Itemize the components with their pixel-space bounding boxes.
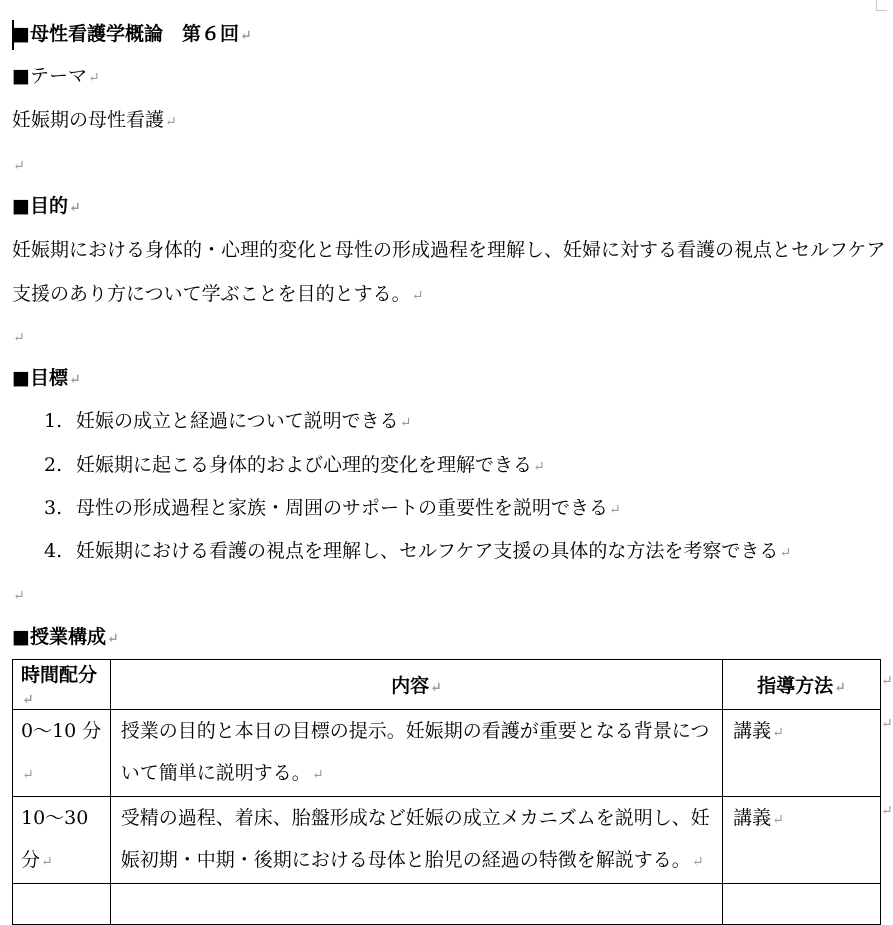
row-end-mark: ↵: [881, 673, 893, 689]
cell-method[interactable]: [723, 884, 881, 925]
paragraph-mark: ↵: [311, 767, 324, 783]
paragraph-mark: ↵: [609, 502, 621, 518]
cell-content-text: 受精の過程、着床、胎盤形成など妊娠の成立メカニズムを説明し、妊娠初期・中期・後期における母体と胎児の経過の特徴を解説する。: [120, 807, 710, 871]
goal-text: 妊娠期における看護の視点を理解し、セルフケア支援の具体的な方法を考察できる: [76, 540, 779, 562]
theme-text[interactable]: [12, 108, 177, 134]
row-end-mark: ↵: [881, 716, 893, 732]
cell-time[interactable]: [13, 884, 111, 925]
table-row: [13, 884, 881, 925]
paragraph-mark: ↵: [13, 330, 25, 346]
structure-heading[interactable]: [12, 625, 119, 651]
cell-method-text: 講義: [733, 720, 772, 742]
cell-method[interactable]: [723, 710, 881, 797]
cell-time-text: 0～10 分: [21, 720, 102, 742]
header-method-text: 指導方法: [757, 675, 834, 697]
paragraph-mark: ↵: [691, 854, 704, 870]
goal-text: 妊娠期に起こる身体的および心理的変化を理解できる: [76, 454, 533, 476]
goal-number: 3.: [44, 497, 63, 519]
empty-paragraph[interactable]: [12, 582, 25, 608]
cell-time[interactable]: [13, 797, 111, 884]
cell-content-text: 授業の目的と本日の目標の提示。妊娠期の看護が重要となる背景について簡単に説明する。: [120, 720, 710, 784]
paragraph-mark: ↵: [13, 588, 25, 604]
paragraph-mark: ↵: [533, 459, 545, 475]
empty-paragraph[interactable]: [12, 152, 25, 178]
cell-content[interactable]: [110, 884, 722, 925]
theme-heading-text: ■テーマ: [12, 65, 87, 87]
paragraph-mark: ↵: [68, 200, 81, 216]
cell-time[interactable]: [13, 710, 111, 797]
goal-number: 4.: [44, 540, 63, 562]
paragraph-mark: ↵: [165, 114, 177, 130]
goal-text: 母性の形成過程と家族・周囲のサポートの重要性を説明できる: [76, 497, 609, 519]
goal-item[interactable]: [44, 539, 791, 565]
cell-method[interactable]: [723, 797, 881, 884]
paragraph-mark: ↵: [239, 28, 252, 44]
goals-heading[interactable]: [12, 366, 81, 392]
paragraph-mark: ↵: [772, 812, 784, 828]
paragraph-mark: ↵: [772, 725, 784, 741]
paragraph-mark: ↵: [430, 680, 442, 696]
header-time-text: 時間配分: [21, 664, 98, 686]
header-content[interactable]: [110, 660, 722, 710]
paragraph-mark: ↵: [13, 158, 25, 174]
paragraph-mark: ↵: [106, 631, 119, 647]
page-corner-mark: [876, 0, 887, 11]
lesson-schedule-table: [12, 659, 881, 925]
purpose-line-2-text: 支援のあり方について学ぶことを目的とする。: [12, 283, 411, 305]
goal-number: 1.: [44, 410, 63, 432]
paragraph-mark: ↵: [22, 767, 34, 783]
purpose-line-1-text: 妊娠期における身体的・心理的変化と母性の形成過程を理解し、妊婦に対する看護の視点とセルフケア: [12, 239, 886, 261]
purpose-heading[interactable]: [12, 194, 81, 220]
paragraph-mark: ↵: [834, 680, 846, 696]
table-row: [13, 797, 881, 884]
paragraph-mark: ↵: [399, 415, 412, 431]
paragraph-mark: ↵: [779, 545, 792, 561]
cell-method-text: 講義: [733, 807, 772, 829]
header-time[interactable]: [13, 660, 111, 710]
table-header-row: [13, 660, 881, 710]
header-content-text: 内容: [391, 675, 430, 697]
goal-item[interactable]: [44, 409, 411, 435]
paragraph-mark: ↵: [411, 288, 424, 304]
purpose-line-2[interactable]: [12, 282, 423, 308]
cell-content[interactable]: [110, 797, 722, 884]
cell-time-text: 10～30 分: [21, 807, 89, 871]
title-text: ■母性看護学概論 第６回: [12, 23, 239, 45]
table-row: [13, 710, 881, 797]
paragraph-mark: ↵: [41, 854, 53, 870]
cell-content[interactable]: [110, 710, 722, 797]
goal-text: 妊娠の成立と経過について説明できる: [76, 410, 399, 432]
paragraph-mark: ↵: [87, 70, 100, 86]
theme-heading[interactable]: [12, 64, 100, 90]
paragraph-mark: ↵: [68, 372, 81, 388]
theme-text-content: 妊娠期の母性看護: [12, 109, 165, 131]
paragraph-mark: ↵: [22, 692, 34, 708]
document-title[interactable]: [12, 22, 252, 48]
purpose-heading-text: ■目的: [12, 195, 68, 217]
goal-item[interactable]: [44, 496, 621, 522]
goal-item[interactable]: [44, 453, 545, 479]
purpose-line-1[interactable]: [12, 238, 885, 262]
row-end-mark: ↵: [881, 803, 893, 819]
header-method[interactable]: [723, 660, 881, 710]
goal-number: 2.: [44, 454, 63, 476]
goals-heading-text: ■目標: [12, 367, 68, 389]
structure-heading-text: ■授業構成: [12, 626, 106, 648]
empty-paragraph[interactable]: [12, 324, 25, 350]
